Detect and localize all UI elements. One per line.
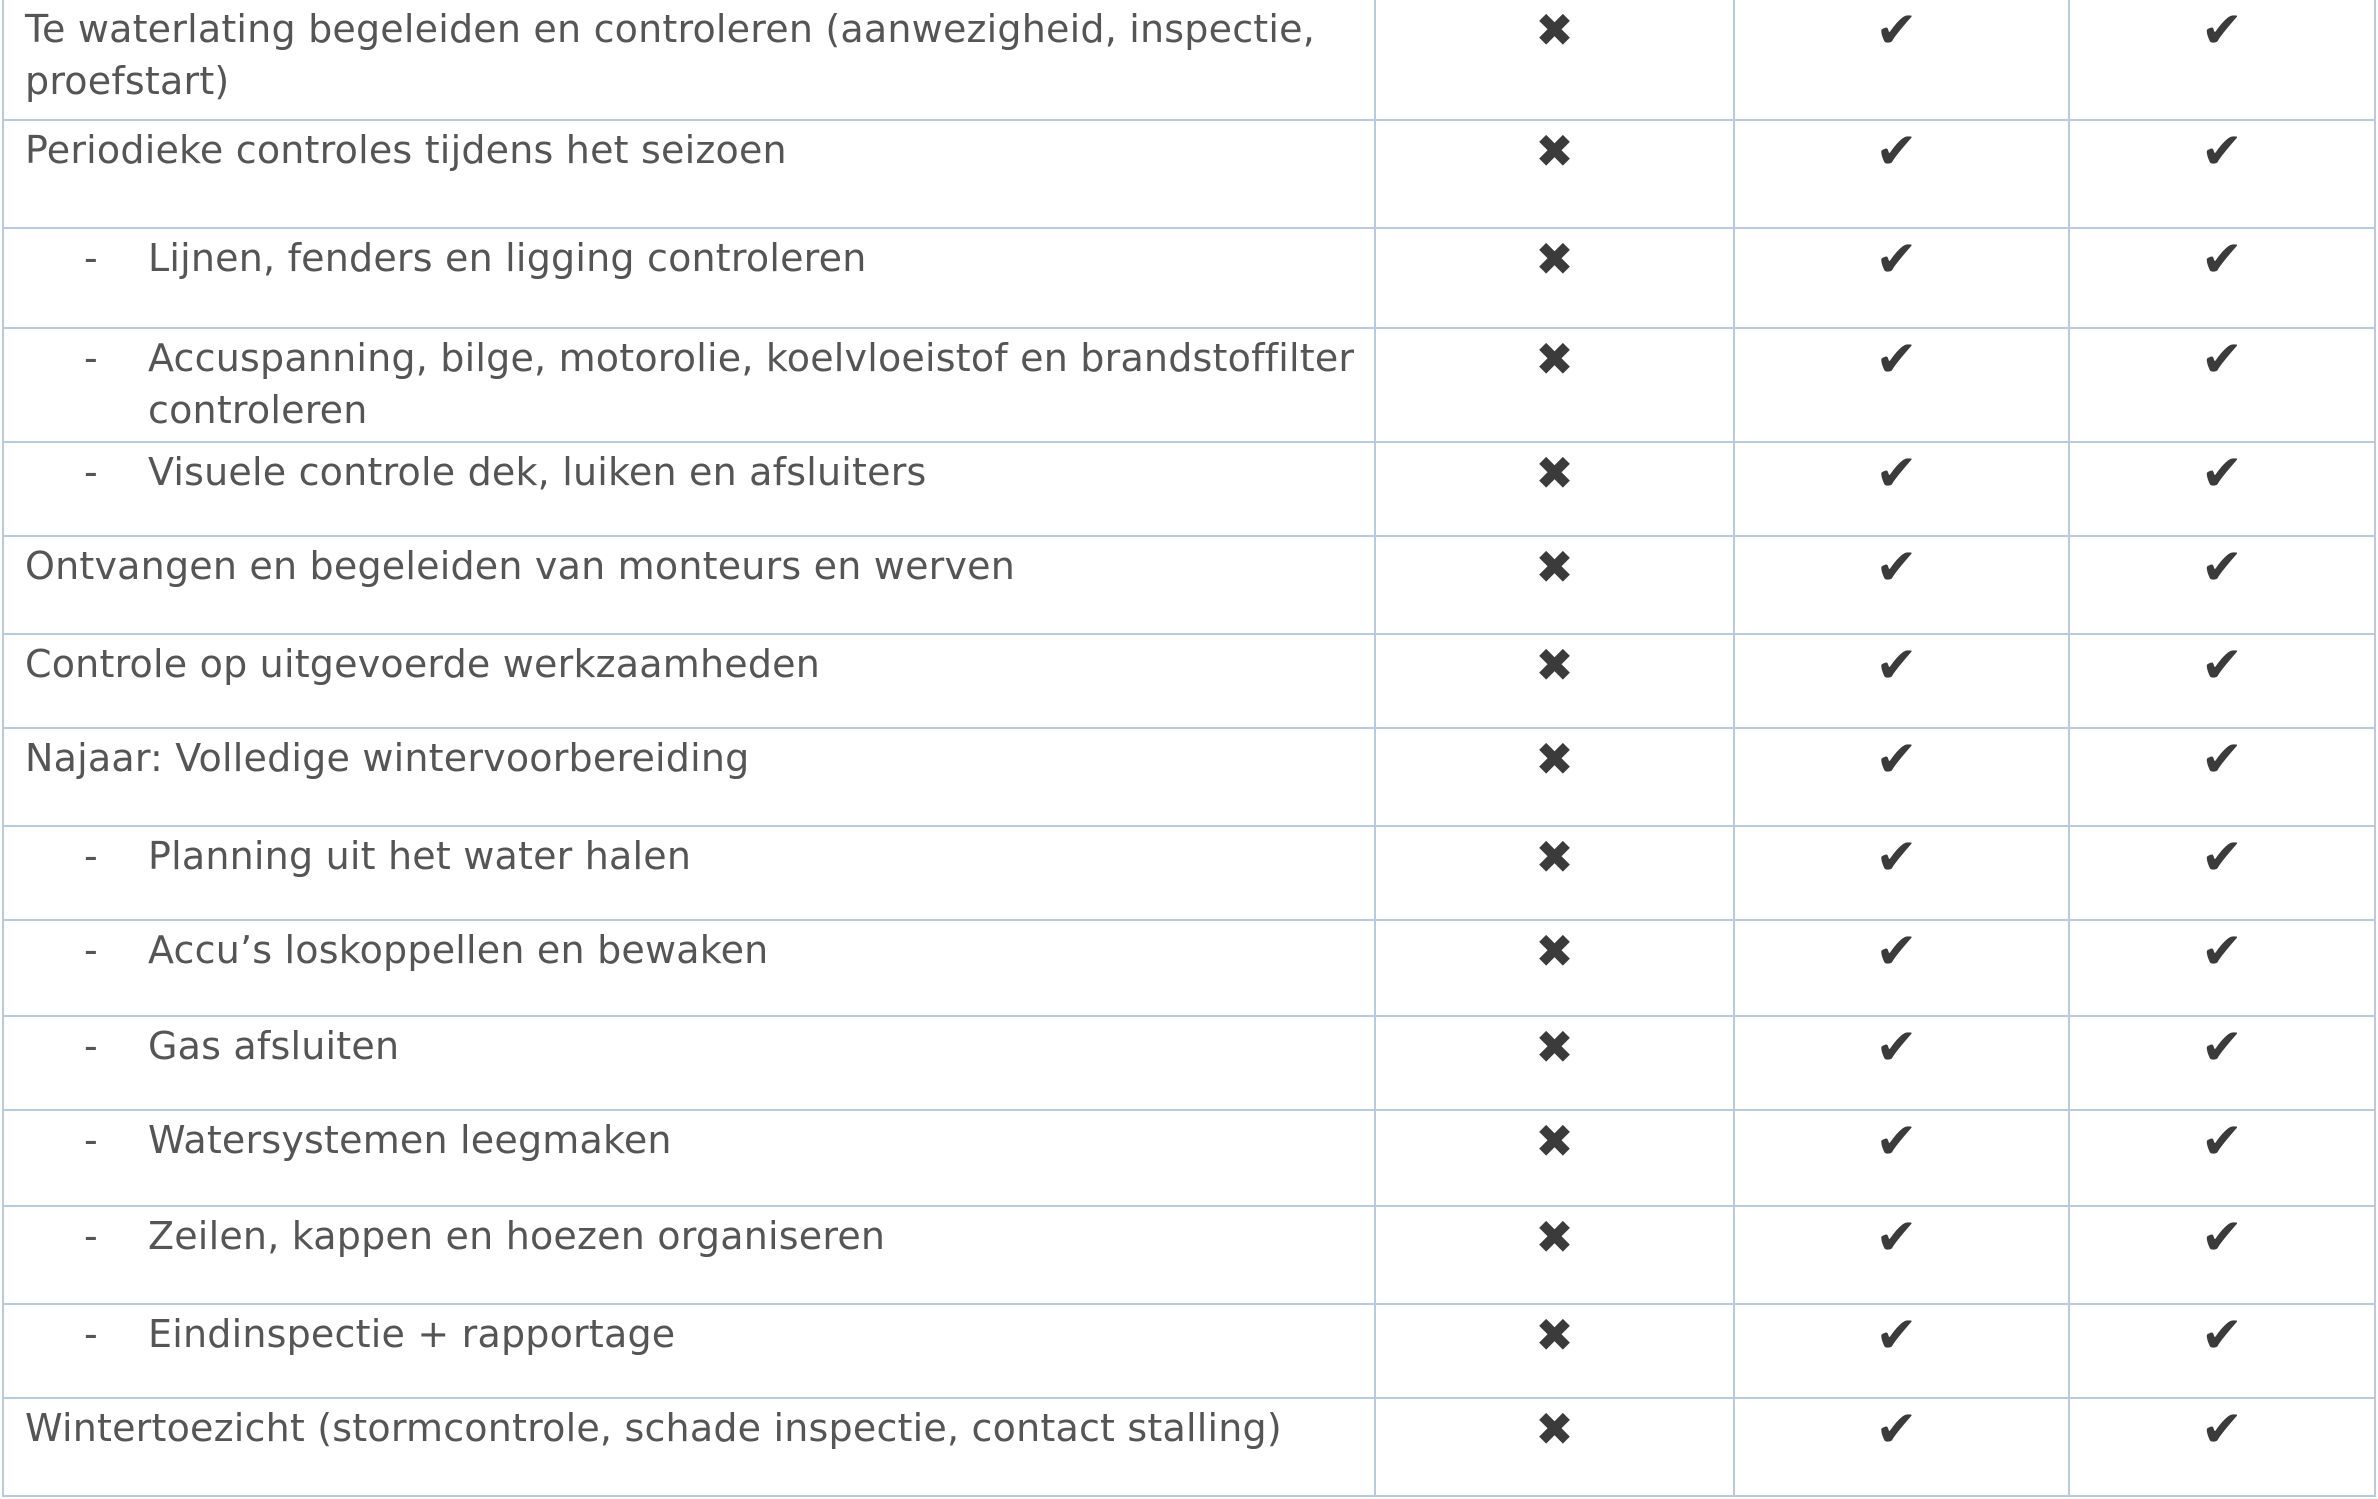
mark-cell-c bbox=[2069, 826, 2375, 920]
cross-icon: ✖ bbox=[1535, 1114, 1574, 1168]
cross-icon: ✖ bbox=[1535, 732, 1574, 786]
check-icon: ✔ bbox=[2201, 636, 2243, 694]
row-label-cell bbox=[3, 120, 1375, 228]
table-row bbox=[3, 536, 2375, 634]
row-label-cell bbox=[3, 228, 1375, 328]
check-icon: ✔ bbox=[1875, 1, 1918, 59]
row-label-cell bbox=[3, 328, 1375, 442]
check-icon: ✔ bbox=[2201, 828, 2243, 886]
mark-cell-a bbox=[1375, 920, 1734, 1016]
list-dash: - bbox=[84, 1312, 98, 1356]
check-icon: ✔ bbox=[1875, 828, 1918, 886]
row-label-cell bbox=[3, 826, 1375, 920]
mark-cell-c bbox=[2069, 120, 2375, 228]
row-label-cell bbox=[3, 1398, 1375, 1496]
mark-cell-c bbox=[2069, 920, 2375, 1016]
mark-cell-a bbox=[1375, 1304, 1734, 1398]
list-dash: - bbox=[84, 928, 98, 972]
row-label-cell bbox=[3, 442, 1375, 536]
check-icon: ✔ bbox=[2201, 730, 2243, 788]
row-label-cell bbox=[3, 728, 1375, 826]
cross-icon: ✖ bbox=[1535, 1210, 1574, 1264]
cross-icon: ✖ bbox=[1535, 1402, 1574, 1456]
sub-item-label bbox=[4, 1111, 1374, 1166]
mark-cell-c bbox=[2069, 228, 2375, 328]
row-label-text: Eindinspectie + rapportage bbox=[148, 1312, 676, 1356]
sub-item-label bbox=[4, 827, 1374, 882]
sub-item-label bbox=[4, 443, 1374, 498]
mark-cell-b bbox=[1734, 634, 2069, 728]
mark-cell-b bbox=[1734, 1110, 2069, 1206]
mark-cell-a bbox=[1375, 1016, 1734, 1110]
check-icon: ✔ bbox=[1875, 538, 1918, 596]
cross-icon: ✖ bbox=[1535, 924, 1574, 978]
mark-cell-b bbox=[1734, 728, 2069, 826]
cross-icon: ✖ bbox=[1535, 124, 1574, 178]
table-row bbox=[3, 1304, 2375, 1398]
row-label-text: Visuele controle dek, luiken en afsluiters bbox=[148, 450, 927, 494]
row-label-text: Lijnen, fenders en ligging controleren bbox=[148, 236, 867, 280]
table-row bbox=[3, 120, 2375, 228]
table-body bbox=[3, 0, 2375, 1496]
list-dash: - bbox=[84, 336, 98, 380]
item-label bbox=[4, 729, 1374, 784]
mark-cell-c bbox=[2069, 328, 2375, 442]
mark-cell-c bbox=[2069, 1206, 2375, 1304]
check-icon: ✔ bbox=[1875, 730, 1918, 788]
mark-cell-a bbox=[1375, 1206, 1734, 1304]
row-label-cell bbox=[3, 634, 1375, 728]
sub-item-label bbox=[4, 229, 1374, 284]
cross-icon: ✖ bbox=[1535, 1020, 1574, 1074]
row-label-text: Zeilen, kappen en hoezen organiseren bbox=[148, 1214, 886, 1258]
cross-icon: ✖ bbox=[1535, 1308, 1574, 1362]
check-icon: ✔ bbox=[2201, 1400, 2243, 1458]
row-label-cell bbox=[3, 1110, 1375, 1206]
check-icon: ✔ bbox=[1875, 122, 1918, 180]
check-icon: ✔ bbox=[2201, 330, 2243, 388]
table-row bbox=[3, 1016, 2375, 1110]
mark-cell-b bbox=[1734, 228, 2069, 328]
mark-cell-c bbox=[2069, 728, 2375, 826]
mark-cell-c bbox=[2069, 442, 2375, 536]
item-label bbox=[4, 1399, 1374, 1454]
table-row bbox=[3, 1110, 2375, 1206]
sub-item-label bbox=[4, 329, 1374, 436]
check-icon: ✔ bbox=[2201, 122, 2243, 180]
cross-icon: ✖ bbox=[1535, 540, 1574, 594]
check-icon: ✔ bbox=[1875, 636, 1918, 694]
mark-cell-b bbox=[1734, 1016, 2069, 1110]
check-icon: ✔ bbox=[2201, 1306, 2243, 1364]
mark-cell-c bbox=[2069, 1304, 2375, 1398]
row-label-text: Ontvangen en begeleiden van monteurs en werven bbox=[25, 544, 1016, 588]
table-row bbox=[3, 442, 2375, 536]
mark-cell-c bbox=[2069, 1398, 2375, 1496]
list-dash: - bbox=[84, 1214, 98, 1258]
check-icon: ✔ bbox=[1875, 330, 1918, 388]
table-row bbox=[3, 1398, 2375, 1496]
cross-icon: ✖ bbox=[1535, 446, 1574, 500]
mark-cell-b bbox=[1734, 120, 2069, 228]
check-icon: ✔ bbox=[1875, 922, 1918, 980]
mark-cell-a bbox=[1375, 826, 1734, 920]
check-icon: ✔ bbox=[1875, 444, 1918, 502]
cross-icon: ✖ bbox=[1535, 638, 1574, 692]
cross-icon: ✖ bbox=[1535, 332, 1574, 386]
mark-cell-b bbox=[1734, 1206, 2069, 1304]
check-icon: ✔ bbox=[2201, 230, 2243, 288]
mark-cell-a bbox=[1375, 0, 1734, 120]
row-label-cell bbox=[3, 1016, 1375, 1110]
mark-cell-b bbox=[1734, 328, 2069, 442]
sub-item-label bbox=[4, 1305, 1374, 1360]
table-row bbox=[3, 0, 2375, 120]
row-label-text: Te waterlating begeleiden en controleren (aanwezigheid, inspectie, proefstart) bbox=[25, 7, 1316, 103]
row-label-text: Accu’s loskoppellen en bewaken bbox=[148, 928, 769, 972]
check-icon: ✔ bbox=[1875, 1306, 1918, 1364]
row-label-text: Periodieke controles tijdens het seizoen bbox=[25, 128, 787, 172]
mark-cell-a bbox=[1375, 1110, 1734, 1206]
table-row bbox=[3, 328, 2375, 442]
sub-item-label bbox=[4, 1207, 1374, 1262]
row-label-cell bbox=[3, 0, 1375, 120]
mark-cell-a bbox=[1375, 328, 1734, 442]
mark-cell-c bbox=[2069, 634, 2375, 728]
mark-cell-b bbox=[1734, 0, 2069, 120]
sub-item-label bbox=[4, 1017, 1374, 1072]
mark-cell-b bbox=[1734, 442, 2069, 536]
cross-icon: ✖ bbox=[1535, 3, 1574, 57]
list-dash: - bbox=[84, 1024, 98, 1068]
row-label-cell bbox=[3, 1206, 1375, 1304]
row-label-cell bbox=[3, 920, 1375, 1016]
mark-cell-b bbox=[1734, 920, 2069, 1016]
mark-cell-b bbox=[1734, 1398, 2069, 1496]
item-label bbox=[4, 537, 1374, 592]
mark-cell-c bbox=[2069, 1016, 2375, 1110]
list-dash: - bbox=[84, 450, 98, 494]
service-comparison-table bbox=[2, 0, 2376, 1497]
check-icon: ✔ bbox=[2201, 922, 2243, 980]
mark-cell-a bbox=[1375, 728, 1734, 826]
mark-cell-c bbox=[2069, 536, 2375, 634]
table-row bbox=[3, 728, 2375, 826]
row-label-text: Gas afsluiten bbox=[148, 1024, 400, 1068]
list-dash: - bbox=[84, 236, 98, 280]
check-icon: ✔ bbox=[1875, 1112, 1918, 1170]
row-label-cell bbox=[3, 1304, 1375, 1398]
table-row bbox=[3, 920, 2375, 1016]
row-label-text: Planning uit het water halen bbox=[148, 834, 692, 878]
table-row bbox=[3, 1206, 2375, 1304]
item-label bbox=[4, 121, 1374, 176]
check-icon: ✔ bbox=[2201, 1208, 2243, 1266]
check-icon: ✔ bbox=[1875, 1208, 1918, 1266]
mark-cell-c bbox=[2069, 0, 2375, 120]
check-icon: ✔ bbox=[2201, 1, 2243, 59]
sub-item-label bbox=[4, 921, 1374, 976]
row-label-text: Najaar: Volledige wintervoorbereiding bbox=[25, 736, 750, 780]
mark-cell-c bbox=[2069, 1110, 2375, 1206]
check-icon: ✔ bbox=[2201, 444, 2243, 502]
mark-cell-a bbox=[1375, 228, 1734, 328]
mark-cell-a bbox=[1375, 634, 1734, 728]
check-icon: ✔ bbox=[2201, 1112, 2243, 1170]
check-icon: ✔ bbox=[2201, 1018, 2243, 1076]
mark-cell-a bbox=[1375, 536, 1734, 634]
item-label bbox=[4, 635, 1374, 690]
row-label-text: Accuspanning, bilge, motorolie, koelvloeistof en brandstoffilter controleren bbox=[148, 336, 1355, 432]
row-label-cell bbox=[3, 536, 1375, 634]
row-label-text: Controle op uitgevoerde werkzaamheden bbox=[25, 642, 821, 686]
cross-icon: ✖ bbox=[1535, 830, 1574, 884]
item-label bbox=[4, 0, 1374, 107]
check-icon: ✔ bbox=[1875, 1018, 1918, 1076]
mark-cell-b bbox=[1734, 1304, 2069, 1398]
mark-cell-a bbox=[1375, 120, 1734, 228]
mark-cell-b bbox=[1734, 826, 2069, 920]
list-dash: - bbox=[84, 834, 98, 878]
row-label-text: Watersystemen leegmaken bbox=[148, 1118, 672, 1162]
mark-cell-a bbox=[1375, 442, 1734, 536]
mark-cell-b bbox=[1734, 536, 2069, 634]
mark-cell-a bbox=[1375, 1398, 1734, 1496]
check-icon: ✔ bbox=[1875, 230, 1918, 288]
row-label-text: Wintertoezicht (stormcontrole, schade inspectie, contact stalling) bbox=[25, 1406, 1282, 1450]
cross-icon: ✖ bbox=[1535, 232, 1574, 286]
table-row bbox=[3, 228, 2375, 328]
check-icon: ✔ bbox=[1875, 1400, 1918, 1458]
table-row bbox=[3, 634, 2375, 728]
check-icon: ✔ bbox=[2201, 538, 2243, 596]
table-row bbox=[3, 826, 2375, 920]
list-dash: - bbox=[84, 1118, 98, 1162]
